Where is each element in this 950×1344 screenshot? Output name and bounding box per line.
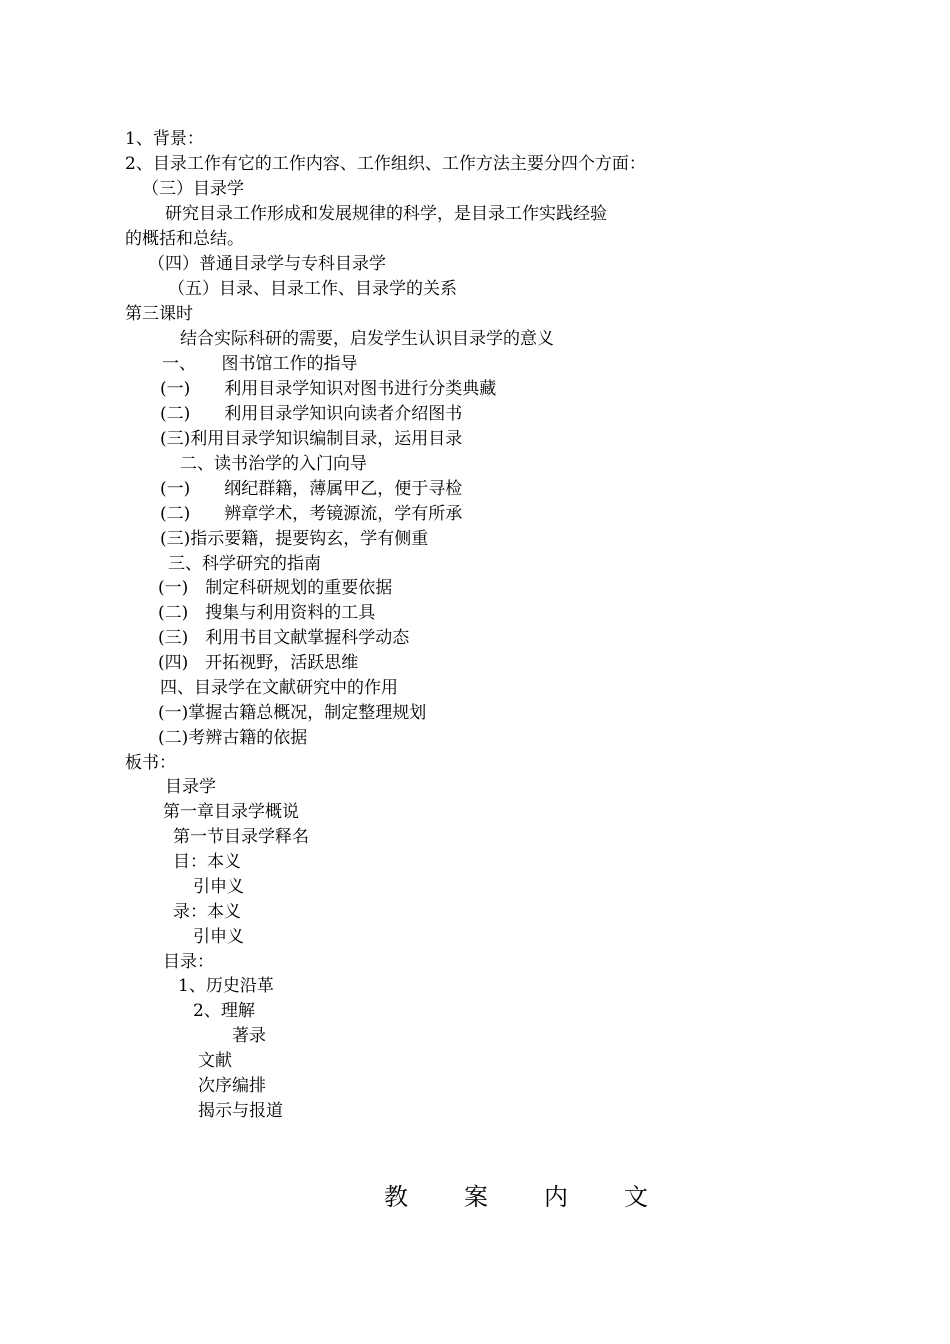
text-line: (一) 纲纪群籍，薄属甲乙，便于寻检 [160, 479, 463, 499]
text-line: (二) 搜集与利用资料的工具 [158, 603, 376, 623]
text-line: 2、目录工作有它的工作内容、工作组织、工作方法主要分四个方面： [125, 154, 646, 174]
heading-char: 教 [384, 1183, 408, 1211]
text-line: 录：本义 [173, 902, 241, 922]
text-line: 文献 [198, 1051, 232, 1071]
text-line: 结合实际科研的需要，启发学生认识目录学的意义 [180, 329, 554, 349]
text-line: 三、科学研究的指南 [168, 554, 321, 574]
text-line: 板书： [125, 753, 176, 773]
text-line: 1、背景： [125, 129, 204, 149]
text-line: (一) 利用目录学知识对图书进行分类典藏 [160, 379, 497, 399]
text-line: 目录学 [165, 777, 216, 797]
text-line: (三)指示要籍，提要钩玄，学有侧重 [160, 529, 429, 549]
text-line: 著录 [232, 1026, 266, 1046]
section-heading [384, 1181, 648, 1213]
text-line: 目录： [163, 952, 214, 972]
text-line: 揭示与报道 [198, 1101, 283, 1121]
text-line: 2、理解 [193, 1001, 255, 1021]
text-line: 研究目录工作形成和发展规律的科学，是目录工作实践经验 [165, 204, 607, 224]
text-line: 二、读书治学的入门向导 [180, 454, 367, 474]
text-line: 目：本义 [173, 852, 241, 872]
text-line: （三）目录学 [142, 179, 244, 199]
text-line: 引申义 [193, 927, 244, 947]
text-line: 次序编排 [198, 1076, 266, 1096]
text-line: （五）目录、目录工作、目录学的关系 [168, 279, 457, 299]
text-line: 第三课时 [125, 304, 193, 324]
text-line: 第一节目录学释名 [173, 827, 309, 847]
text-line: (一)掌握古籍总概况，制定整理规划 [158, 703, 427, 723]
text-line: 1、历史沿革 [178, 976, 274, 996]
text-line: (二) 辨章学术，考镜源流，学有所承 [160, 504, 463, 524]
text-line: (三) 利用书目文献掌握科学动态 [158, 628, 410, 648]
text-line: 四、目录学在文献研究中的作用 [160, 678, 398, 698]
heading-char: 案 [464, 1183, 488, 1211]
heading-char: 文 [624, 1183, 648, 1211]
text-line: (一) 制定科研规划的重要依据 [158, 578, 393, 598]
text-line: 一、 图书馆工作的指导 [162, 354, 358, 374]
text-line: （四）普通目录学与专科目录学 [148, 254, 386, 274]
text-line: (四) 开拓视野，活跃思维 [158, 653, 359, 673]
heading-char: 内 [544, 1183, 568, 1211]
text-line: (二) 利用目录学知识向读者介绍图书 [160, 404, 463, 424]
text-line: 第一章目录学概说 [163, 802, 299, 822]
text-line: (三)利用目录学知识编制目录，运用目录 [160, 429, 463, 449]
text-line: 的概括和总结。 [125, 229, 244, 249]
text-line: (二)考辨古籍的依据 [158, 728, 308, 748]
text-line: 引申义 [193, 877, 244, 897]
